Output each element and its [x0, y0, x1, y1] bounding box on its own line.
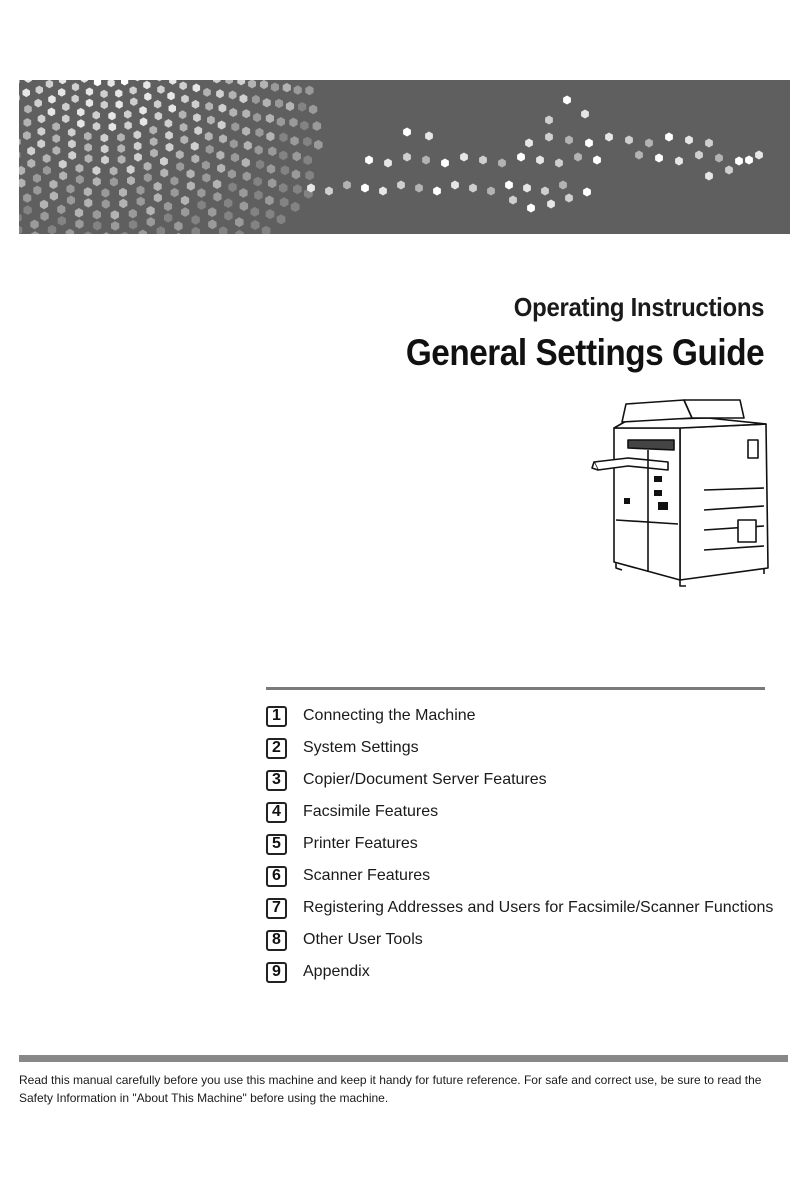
document-title: General Settings Guide [405, 332, 764, 373]
chapter-title: Appendix [303, 963, 370, 980]
cover-banner [19, 80, 790, 234]
chapter-number-badge: 1 [266, 706, 287, 727]
chapter-title: Registering Addresses and Users for Facsimile/Scanner Functions [303, 899, 774, 916]
toc-item[interactable] [266, 892, 786, 924]
chapter-number-badge: 9 [266, 962, 287, 983]
chapter-number-badge: 7 [266, 898, 287, 919]
chapter-number-badge: 4 [266, 802, 287, 823]
chapter-number-badge: 3 [266, 770, 287, 791]
chapter-title: Scanner Features [303, 867, 431, 884]
safety-note: Read this manual carefully before you use this machine and keep it handy for future reference. For safe and correct use, be sure to read the Safety Information in "About This Machine" before using the machine. [19, 1073, 762, 1105]
chapter-title: Facsimile Features [303, 803, 439, 820]
chapter-title: Printer Features [303, 835, 418, 852]
toc-item[interactable] [266, 796, 786, 828]
chapter-number-badge: 8 [266, 930, 287, 951]
chapter-title: System Settings [303, 739, 419, 756]
chapter-title: Connecting the Machine [303, 707, 476, 724]
table-of-contents [266, 700, 786, 988]
toc-top-rule [266, 687, 765, 690]
chapter-number-badge: 5 [266, 834, 287, 855]
chapter-number-badge: 6 [266, 866, 287, 887]
toc-item[interactable] [266, 860, 786, 892]
multifunction-printer-icon [588, 390, 773, 595]
chapter-title: Copier/Document Server Features [303, 771, 547, 788]
document-subtitle: Operating Instructions [513, 292, 764, 322]
dot-pattern-graphic [19, 80, 790, 234]
toc-item[interactable] [266, 764, 786, 796]
toc-item[interactable] [266, 956, 786, 988]
toc-item[interactable] [266, 732, 786, 764]
toc-item[interactable] [266, 700, 786, 732]
footer-rule [19, 1055, 788, 1062]
toc-item[interactable] [266, 924, 786, 956]
toc-item[interactable] [266, 828, 786, 860]
chapter-title: Other User Tools [303, 931, 423, 948]
chapter-number-badge: 2 [266, 738, 287, 759]
